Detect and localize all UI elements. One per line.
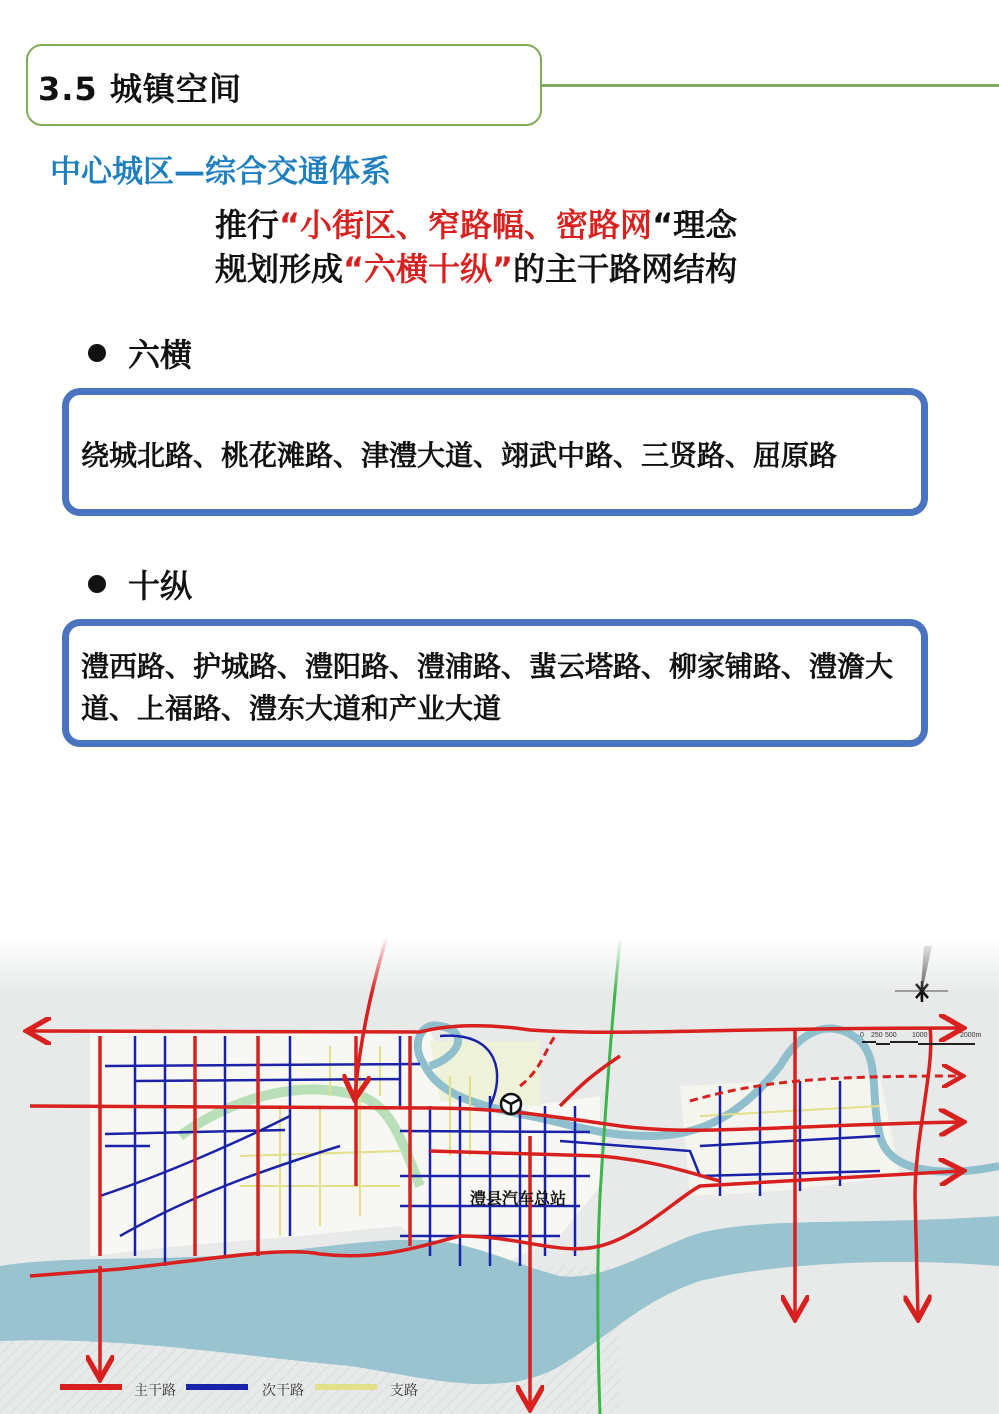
roads-card-shizong [62, 619, 928, 747]
legend-label-branch-road: 支路 [390, 1383, 418, 1399]
legend-swatch-secondary-road [186, 1384, 248, 1390]
map-legend [0, 1380, 999, 1404]
bullet-heading-text: 十纵 [128, 567, 193, 605]
road-network-map [0, 936, 999, 1414]
lead-line-2 [215, 244, 737, 290]
section-divider-line [542, 84, 999, 87]
roads-list-text: 澧西路、护城路、澧阳路、澧浦路、蜚云塔路、柳家铺路、澧澹大道、上福路、澧东大道和产业大道 [81, 650, 894, 725]
section-title: 3.5 城镇空间 [38, 70, 242, 108]
roads-list-text: 绕城北路、桃花滩路、津澧大道、翊武中路、三贤路、屈原路 [81, 439, 838, 472]
bullet-heading-liuheng [88, 330, 192, 376]
legend-swatch-branch-road [315, 1384, 377, 1390]
lead-line-2-suffix: 的主干路网结构 [513, 250, 738, 288]
subtitle: 中心城区—综合交通体系 [50, 154, 391, 190]
lead-line-2-highlight: “六横十纵” [343, 250, 514, 288]
bullet-heading-shizong [88, 561, 192, 607]
lead-line-2-prefix: 规划形成 [215, 250, 344, 288]
lead-line-1-highlight: “小街区、窄路幅、密路网 [279, 206, 653, 244]
map-graphic [0, 936, 999, 1414]
bullet-heading-text: 六横 [128, 336, 193, 374]
legend-label-secondary-road: 次干路 [262, 1383, 304, 1399]
bullet-dot-icon [88, 344, 106, 362]
lead-line-1-prefix: 推行 [215, 206, 280, 244]
lead-line-1 [215, 200, 737, 246]
section-header-box [26, 44, 542, 126]
bullet-dot-icon [88, 575, 106, 593]
legend-label-main-road: 主干路 [134, 1383, 176, 1399]
lead-line-1-suffix: “理念 [652, 206, 738, 244]
roads-card-liuheng [62, 388, 928, 516]
bus-station-label: 澧县汽车总站 [470, 1189, 567, 1208]
legend-swatch-main-road [60, 1384, 122, 1390]
